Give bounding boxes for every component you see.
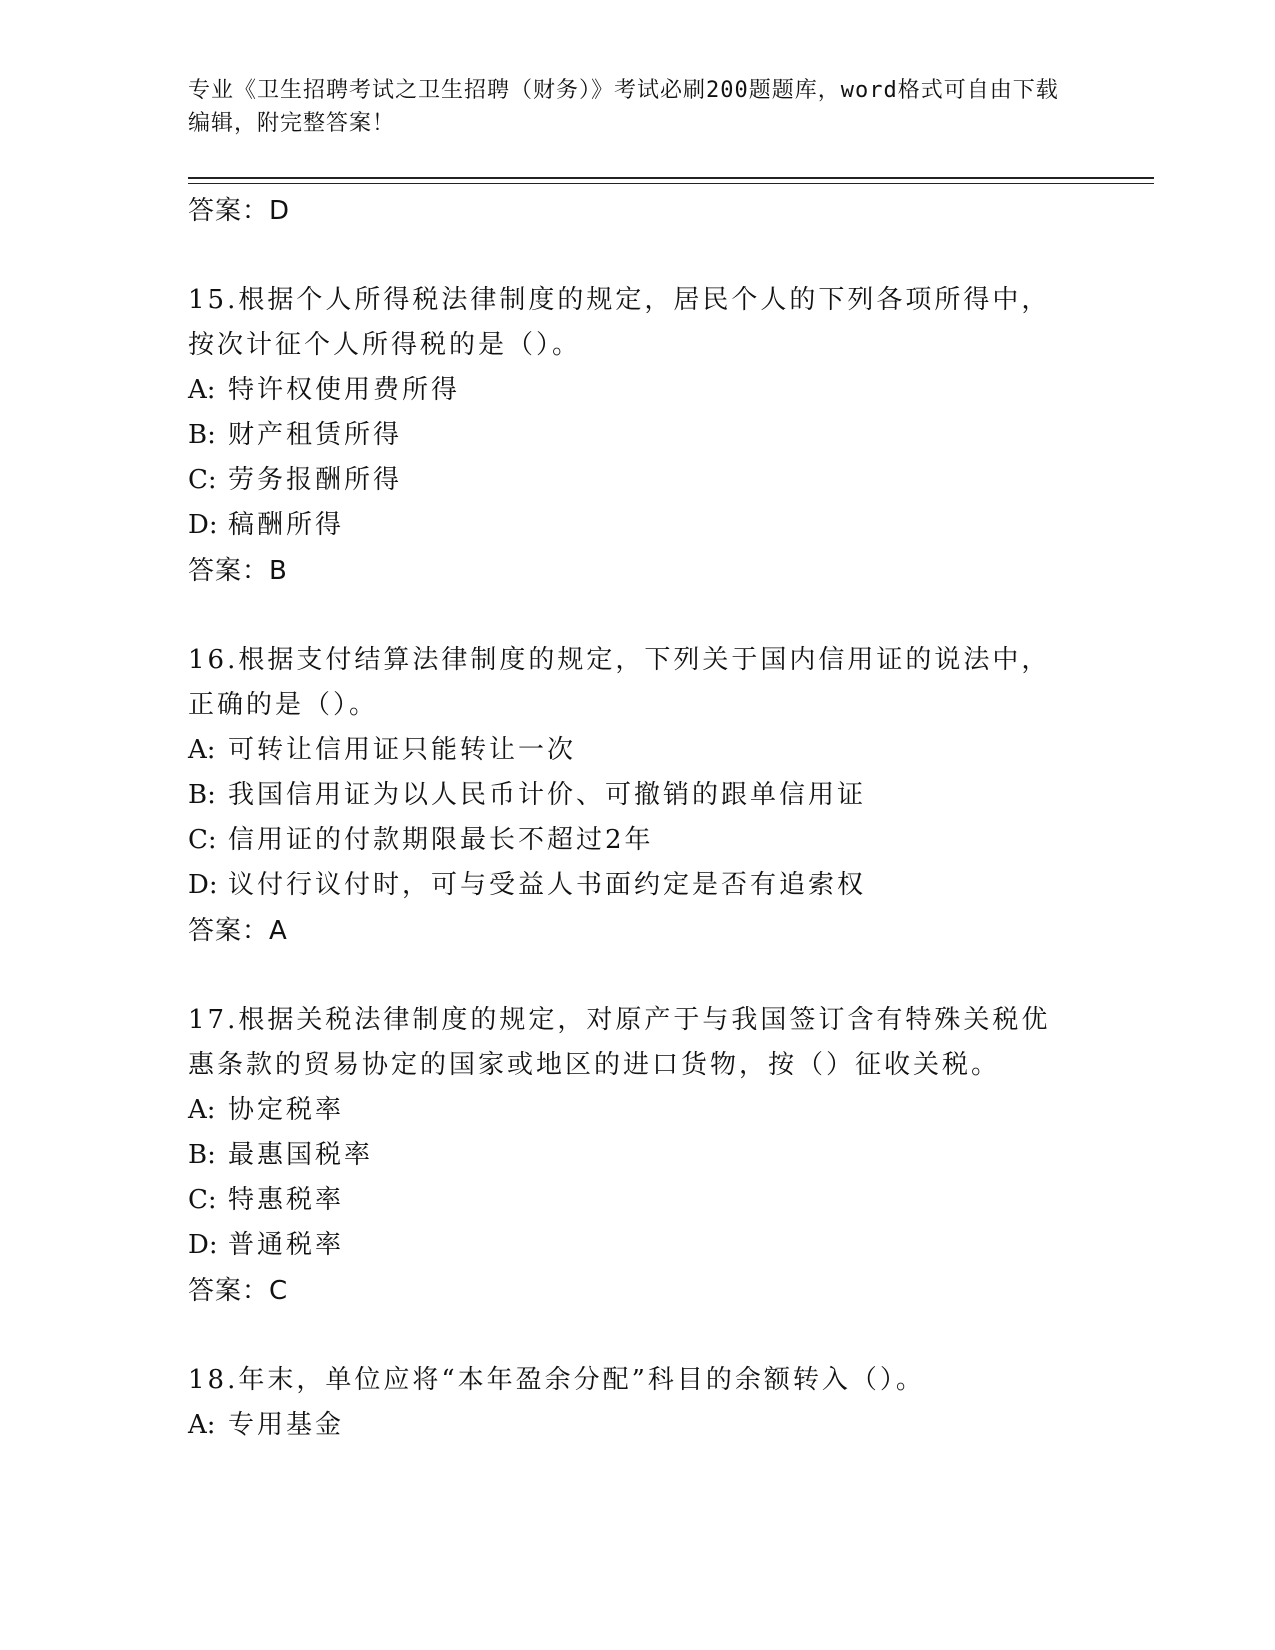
option-d bbox=[188, 863, 1068, 908]
option-b bbox=[188, 773, 1068, 818]
answer-line: 答案：B bbox=[188, 556, 288, 586]
option-text: 信用证的付款期限最长不超过2年 bbox=[228, 825, 654, 855]
question-stem: 16.根据支付结算法律制度的规定，下列关于国内信用证的说法中，正确的是（）。 bbox=[188, 645, 1051, 720]
option-text: 财产租赁所得 bbox=[228, 420, 403, 450]
option-text: 普通税率 bbox=[228, 1230, 345, 1260]
question-block bbox=[188, 998, 1068, 1314]
option-letter: D : bbox=[188, 1223, 228, 1268]
option-a bbox=[188, 1403, 1068, 1448]
option-letter: A : bbox=[188, 1403, 228, 1448]
question-block bbox=[188, 638, 1068, 954]
option-text: 最惠国税率 bbox=[228, 1140, 374, 1170]
option-b bbox=[188, 413, 1068, 458]
option-letter: C : bbox=[188, 1178, 228, 1223]
option-text: 议付行议付时，可与受益人书面约定是否有追索权 bbox=[228, 870, 867, 900]
option-text: 我国信用证为以人民币计价、可撤销的跟单信用证 bbox=[228, 780, 867, 810]
option-letter: B : bbox=[188, 1133, 228, 1178]
option-a bbox=[188, 1088, 1068, 1133]
option-letter: C : bbox=[188, 458, 228, 503]
option-c bbox=[188, 1178, 1068, 1223]
option-letter: A : bbox=[188, 368, 228, 413]
question-block bbox=[188, 1358, 1068, 1448]
page-header: 专业《卫生招聘考试之卫生招聘（财务）》考试必刷200题题库，word格式可自由下载编辑，附完整答案！ bbox=[188, 78, 1059, 136]
option-letter: A : bbox=[188, 1088, 228, 1133]
question-stem: 15.根据个人所得税法律制度的规定，居民个人的下列各项所得中，按次计征个人所得税的是（）。 bbox=[188, 285, 1051, 360]
question-stem: 18.年末，单位应将“本年盈余分配”科目的余额转入（）。 bbox=[188, 1365, 925, 1395]
option-a bbox=[188, 728, 1068, 773]
answer-line: 答案：D bbox=[188, 196, 291, 226]
option-text: 特许权使用费所得 bbox=[228, 375, 461, 405]
option-text: 专用基金 bbox=[228, 1410, 345, 1440]
option-letter: A : bbox=[188, 728, 228, 773]
question-stem: 17.根据关税法律制度的规定，对原产于与我国签订含有特殊关税优惠条款的贸易协定的国家或地区的进口货物，按（）征收关税。 bbox=[188, 1005, 1051, 1080]
option-d bbox=[188, 1223, 1068, 1268]
option-text: 特惠税率 bbox=[228, 1185, 345, 1215]
option-letter: B : bbox=[188, 413, 228, 458]
option-text: 稿酬所得 bbox=[228, 510, 345, 540]
option-b bbox=[188, 1133, 1068, 1178]
option-text: 劳务报酬所得 bbox=[228, 465, 403, 495]
question-block bbox=[188, 278, 1068, 594]
option-text: 协定税率 bbox=[228, 1095, 345, 1125]
header-divider-thin bbox=[188, 183, 1154, 184]
option-letter: B : bbox=[188, 773, 228, 818]
option-a bbox=[188, 368, 1068, 413]
option-letter: D : bbox=[188, 863, 228, 908]
option-d bbox=[188, 503, 1068, 548]
option-letter: D : bbox=[188, 503, 228, 548]
document-body bbox=[188, 188, 1068, 1448]
header-divider bbox=[188, 177, 1154, 179]
option-text: 可转让信用证只能转让一次 bbox=[228, 735, 577, 765]
option-letter: C : bbox=[188, 818, 228, 863]
option-c bbox=[188, 818, 1068, 863]
option-c bbox=[188, 458, 1068, 503]
answer-line: 答案：C bbox=[188, 1276, 289, 1306]
answer-line: 答案：A bbox=[188, 916, 288, 946]
